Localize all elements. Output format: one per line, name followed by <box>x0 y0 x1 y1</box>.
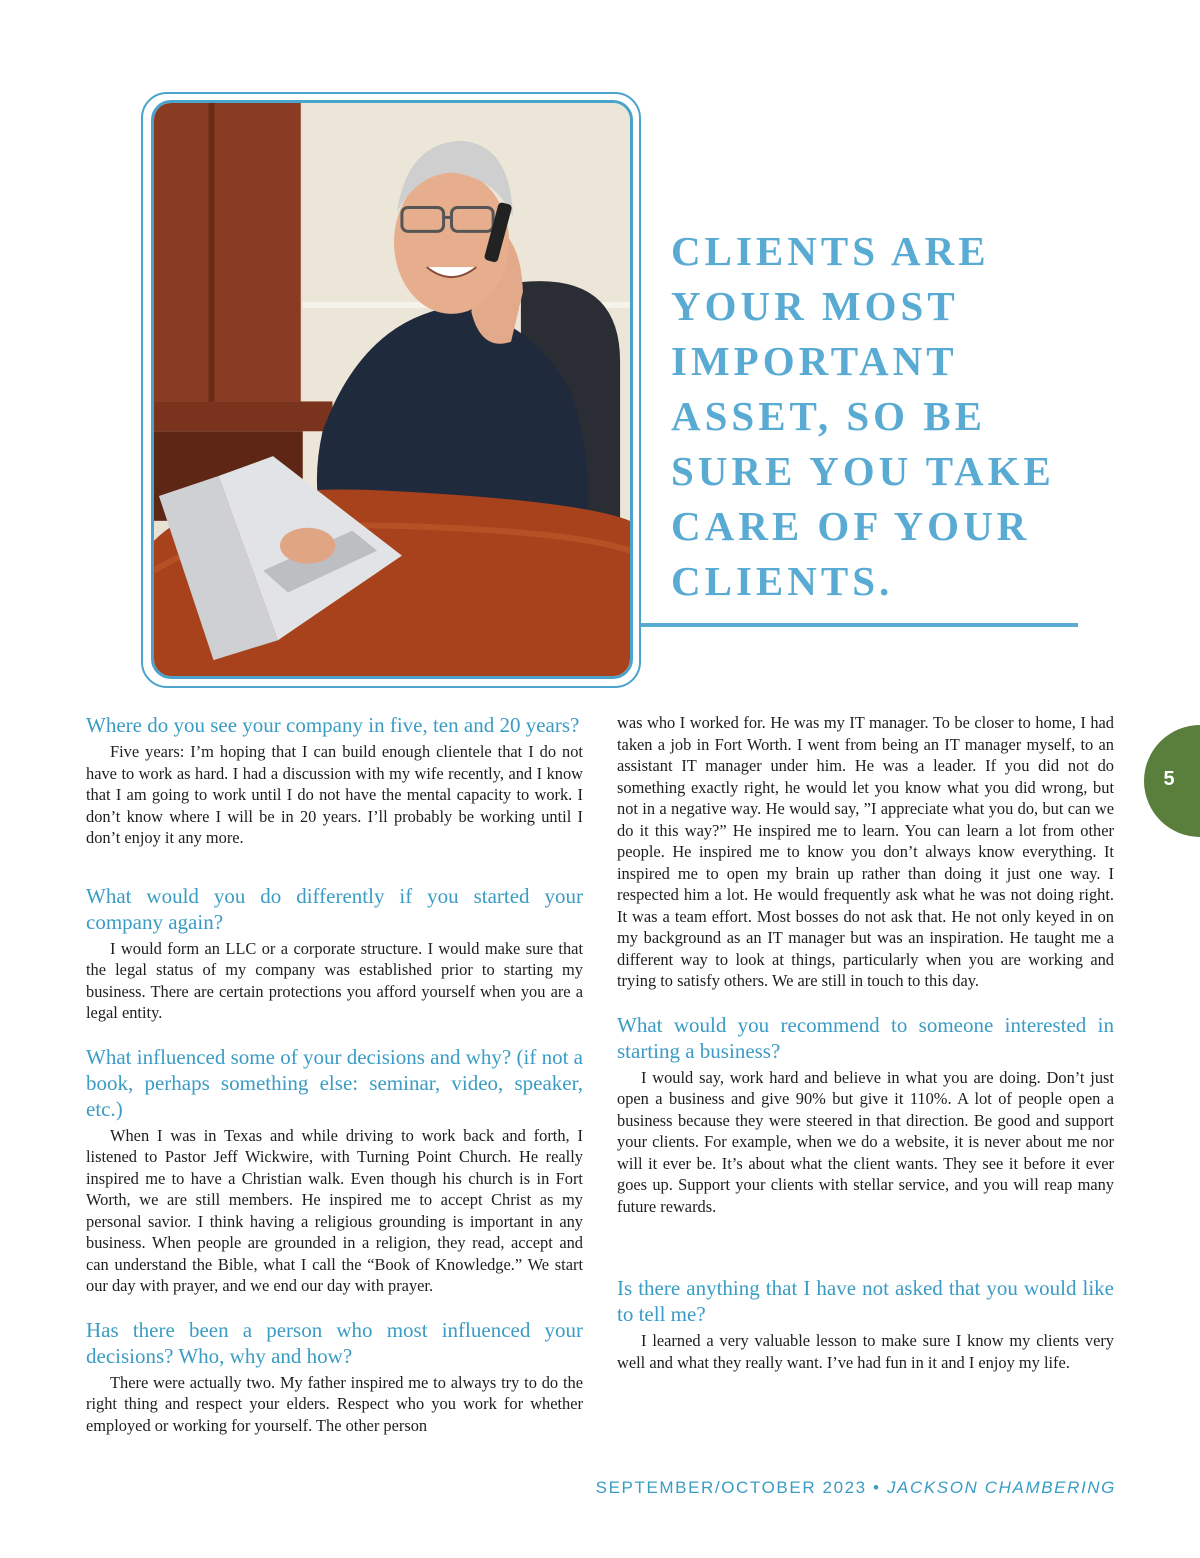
page-number: 5 <box>1163 768 1175 790</box>
answer-paragraph: I would say, work hard and believe in what you are doing. Don’t just open a business and give 90% but give it 110%. A lot of people open a business because they were steered in that direction. Be good and support your clients. For example, when we do a website, it is never about me nor will it ever be. It’s about what the client wants. They see it before it ever goes up. Support your clients with stellar service, and you will reap many future rewards. <box>617 1067 1114 1216</box>
pull-quote: CLIENTS ARE YOUR MOST IMPORTANT ASSET, SO BE SURE YOU TAKE CARE OF YOUR CLIENTS. <box>671 228 1055 604</box>
photo-frame <box>141 92 641 688</box>
right-column <box>617 712 1114 1373</box>
question-heading: Where do you see your company in five, ten and 20 years? <box>86 713 580 737</box>
page-footer <box>500 1478 1116 1498</box>
answer-paragraph: I learned a very valuable lesson to make sure I know my clients very well and what they really want. I’ve had fun in it and I enjoy my life. <box>617 1331 1114 1372</box>
footer-publication: JACKSON CHAMBERING <box>886 1478 1116 1497</box>
portrait-photo <box>151 100 633 679</box>
question-heading: What would you recommend to someone interested in starting a business? <box>617 1012 1114 1063</box>
pull-quote-rule <box>641 623 1078 627</box>
answer-paragraph: When I was in Texas and while driving to work back and forth, I listened to Pastor Jeff Wickwire, with Turning Point Church. He really inspired me to have a Christian walk. Even though his church is in Fort Worth, we are still members. He inspired me to accept Christ as my personal savior. I think having a religious grounding is important in any business. When people are grounded in a religion, they read, accept and can understand the Bible, what I call the “Book of Knowledge.” We start our day with prayer, and we end our day with prayer. <box>86 1125 583 1295</box>
question-heading: Has there been a person who most influenced your decisions? Who, why and how? <box>86 1317 583 1368</box>
answer-paragraph: I would form an LLC or a corporate structure. I would make sure that the legal status of my company was established prior to starting my business. There are certain protections you afford yourself when you are a legal entity. <box>86 938 583 1022</box>
answer-paragraph: Five years: I’m hoping that I can build enough clientele that I do not have to work as hard. I had a discussion with my wife recently, and I know that I am going to work until I do not have the mental capacity to work. I don’t know where I will be in 20 years. I’ll probably be working until I don’t enjoy it any more. <box>86 742 583 847</box>
question-heading: What would you do differently if you started your company again? <box>86 883 583 934</box>
question-heading: Is there anything that I have not asked that you would like to tell me? <box>617 1276 1114 1326</box>
portrait-illustration <box>154 103 630 676</box>
left-column <box>86 712 583 1436</box>
answer-paragraph: There were actually two. My father inspired me to always try to do the right thing and respect your elders. Respect who you work for whether employed or working for yourself. The other person <box>86 1372 583 1435</box>
question-heading: What influenced some of your decisions and why? (if not a book, perhaps something else: seminar, video, speaker, etc.) <box>86 1044 583 1121</box>
answer-continuation: was who I worked for. He was my IT manager. To be closer to home, I had taken a job in Fort Worth. I went from being an IT manager myself, to an assistant IT manager under him. He was a leader. If you did not do something exactly right, he would let you know what you did wrong, but not in a negative way. He would say, ”I appreciate what you do, but can we do it this way?” He inspired me to learn. You can learn a lot from other people. He inspired me to know you don’t always know everything. It inspired me to open my brain up rather than doing it just one way. I respected him a lot. He would frequently ask what he was not doing right. It was a team effort. Most bosses do not ask that. He not only keyed in on my background as an IT manager but was an inspiration. He taught me a different way to look at things, particularly when you are working and trying to satisfy others. We are still in touch to this day. <box>617 713 1114 990</box>
footer-issue: SEPTEMBER/OCTOBER 2023 • <box>595 1478 881 1497</box>
